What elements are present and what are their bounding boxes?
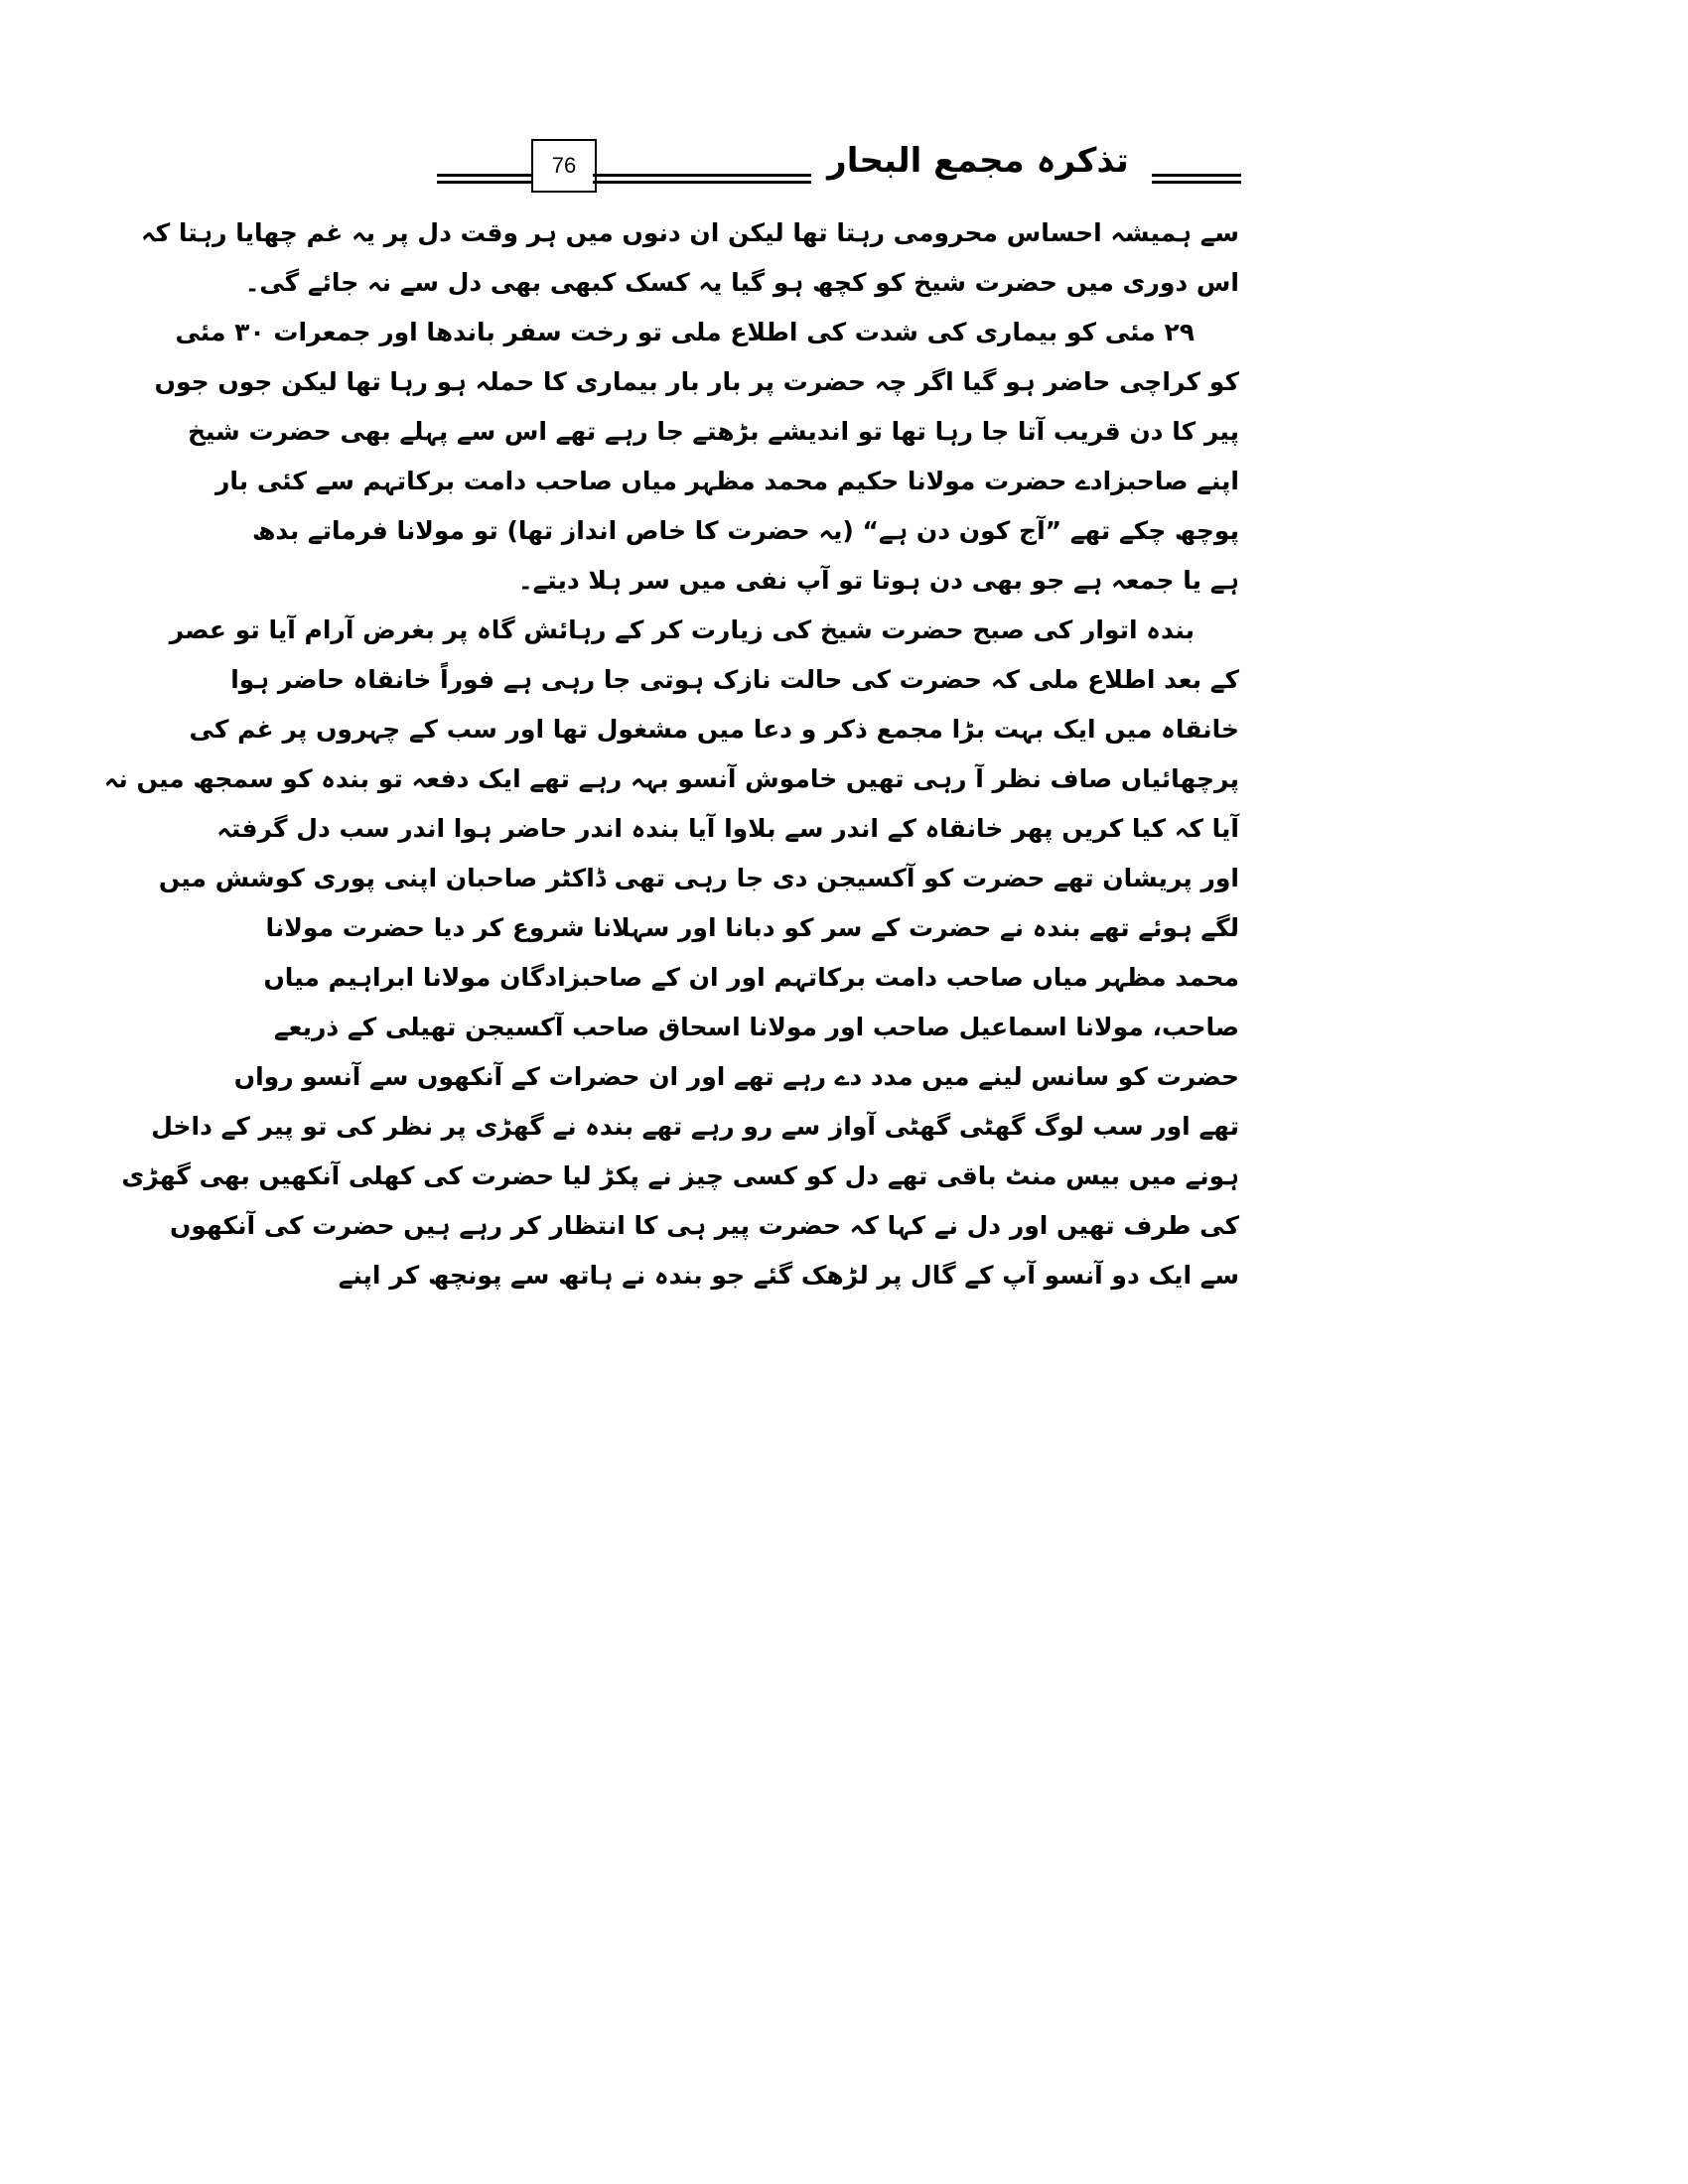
text-line: صاحب، مولانا اسماعیل صاحب اور مولانا اسحاق صاحب آکسیجن تھیلی کے ذریعے xyxy=(273,1013,1239,1041)
text-line: اور پریشان تھے حضرت کو آکسیجن دی جا رہی تھی ڈاکٹر صاحبان اپنی پوری کوشش میں xyxy=(158,864,1239,892)
text-line: ہے یا جمعہ ہے جو بھی دن ہوتا تو آپ نفی میں سر ہلا دیتے۔ xyxy=(518,566,1239,595)
text-line: محمد مظہر میاں صاحب دامت برکاتہم اور ان کے صاحبزادگان مولانا ابراہیم میاں xyxy=(263,963,1239,992)
text-line: بندہ اتوار کی صبح حضرت شیخ کی زیارت کر کے رہائش گاہ پر بغرض آرام آیا تو عصر xyxy=(169,615,1195,644)
text-line: ۲۹ مئی کو بیماری کی شدت کی اطلاع ملی تو رخت سفر باندھا اور جمعرات ۳۰ مئی xyxy=(175,318,1195,346)
text-line: حضرت کو سانس لینے میں مدد دے رہے تھے اور ان حضرات کے آنکھوں سے آنسو رواں xyxy=(233,1062,1239,1091)
header-rule-middle xyxy=(593,174,811,177)
body-text xyxy=(103,208,1239,1300)
text-line: پوچھ چکے تھے ”آج کون دن ہے“ (یہ حضرت کا خاص انداز تھا) تو مولانا فرماتے بدھ xyxy=(251,516,1239,545)
text-line: کو کراچی حاضر ہو گیا اگر چہ حضرت پر بار بار بیماری کا حملہ ہو رہا تھا لیکن جوں جوں xyxy=(154,367,1239,396)
page-number: 76 xyxy=(531,139,597,193)
text-line: لگے ہوئے تھے بندہ نے حضرت کے سر کو دبانا اور سہلانا شروع کر دیا حضرت مولانا xyxy=(265,913,1239,942)
text-line: اس دوری میں حضرت شیخ کو کچھ ہو گیا یہ کسک کبھی بھی دل سے نہ جائے گی۔ xyxy=(244,268,1239,297)
header-rule-right xyxy=(1152,174,1241,177)
text-line: آیا کہ کیا کریں پھر خانقاہ کے اندر سے بلاوا آیا بندہ اندر حاضر ہوا اندر سب دل گرفتہ xyxy=(216,814,1239,843)
text-line: پرچھائیاں صاف نظر آ رہی تھیں خاموش آنسو بہہ رہے تھے ایک دفعہ تو بندہ کو سمجھ میں نہ xyxy=(103,764,1239,793)
text-line: خانقاہ میں ایک بہت بڑا مجمع ذکر و دعا میں مشغول تھا اور سب کے چہروں پر غم کی xyxy=(189,715,1239,744)
running-title: تذکرہ مجمع البحار xyxy=(827,141,1129,181)
text-line: کی طرف تھیں اور دل نے کہا کہ حضرت پیر ہی کا انتظار کر رہے ہیں حضرت کی آنکھوں xyxy=(170,1211,1239,1240)
header-rule-left xyxy=(437,174,531,177)
text-line: تھے اور سب لوگ گھٹی گھٹی آواز سے رو رہے تھے بندہ نے گھڑی پر نظر کی تو پیر کے داخل xyxy=(151,1112,1239,1141)
text-line: پیر کا دن قریب آتا جا رہا تھا تو اندیشے بڑھتے جا رہے تھے اس سے پہلے بھی حضرت شیخ xyxy=(187,417,1239,446)
text-line: کے بعد اطلاع ملی کہ حضرت کی حالت نازک ہوتی جا رہی ہے فوراً خانقاہ حاضر ہوا xyxy=(230,665,1239,694)
text-line: اپنے صاحبزادے حضرت مولانا حکیم محمد مظہر میاں صاحب دامت برکاتہم سے کئی بار xyxy=(214,467,1239,495)
page-header xyxy=(437,139,1241,199)
text-line: ہونے میں بیس منٹ باقی تھے دل کو کسی چیز نے پکڑ لیا حضرت کی کھلی آنکھیں بھی گھڑی xyxy=(121,1161,1239,1190)
text-line: سے ایک دو آنسو آپ کے گال پر لڑھک گئے جو بندہ نے ہاتھ سے پونچھ کر اپنے xyxy=(338,1261,1239,1290)
text-line: سے ہمیشہ احساس محرومی رہتا تھا لیکن ان دنوں میں ہر وقت دل پر یہ غم چھایا رہتا کہ xyxy=(141,218,1239,247)
